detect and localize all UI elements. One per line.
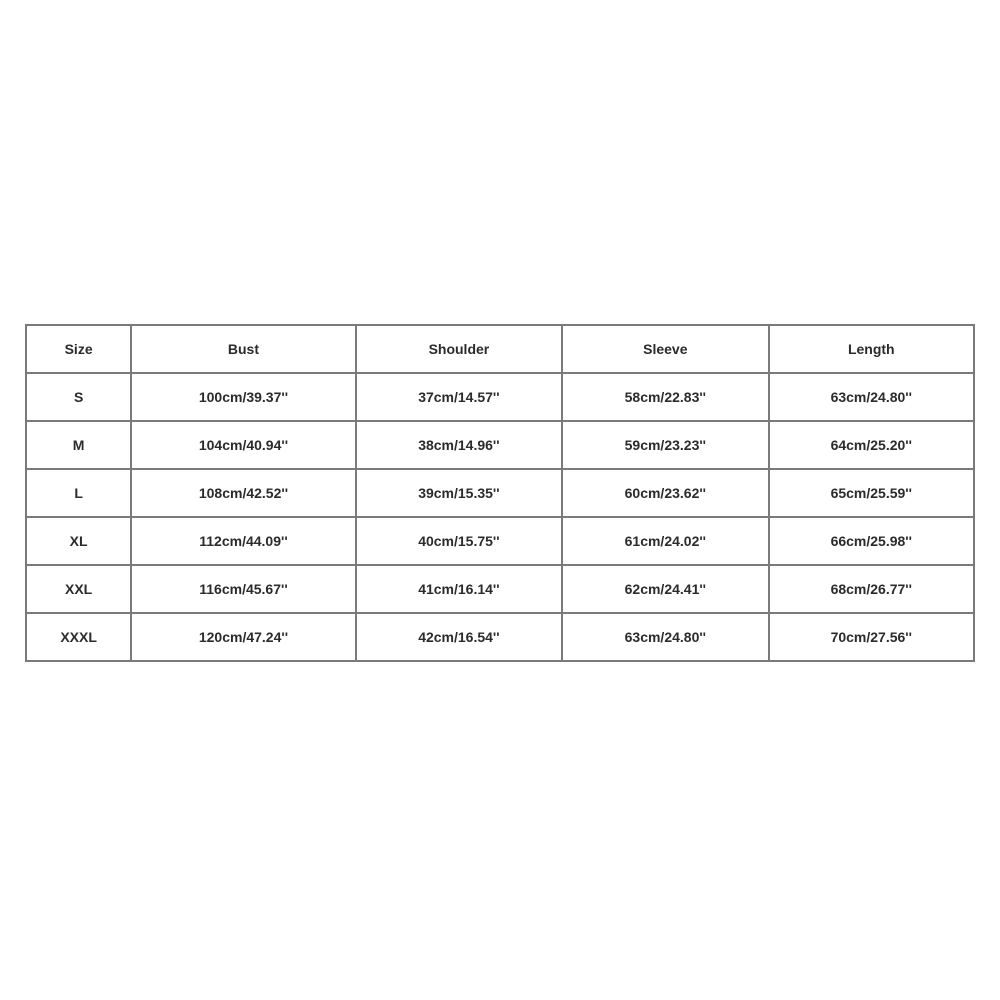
length-cell: 65cm/25.59'' (769, 469, 974, 517)
sleeve-cell: 62cm/24.41'' (562, 565, 768, 613)
size-cell: S (26, 373, 131, 421)
bust-cell: 100cm/39.37'' (131, 373, 355, 421)
size-cell: XXL (26, 565, 131, 613)
shoulder-cell: 40cm/15.75'' (356, 517, 562, 565)
table-row (26, 517, 974, 565)
bust-cell: 116cm/45.67'' (131, 565, 355, 613)
shoulder-cell: 41cm/16.14'' (356, 565, 562, 613)
sleeve-cell: 63cm/24.80'' (562, 613, 768, 661)
size-cell: M (26, 421, 131, 469)
shoulder-cell: 42cm/16.54'' (356, 613, 562, 661)
header-length: Length (769, 325, 974, 373)
length-cell: 63cm/24.80'' (769, 373, 974, 421)
table-row (26, 421, 974, 469)
bust-cell: 108cm/42.52'' (131, 469, 355, 517)
table-row (26, 373, 974, 421)
size-cell: XL (26, 517, 131, 565)
header-sleeve: Sleeve (562, 325, 768, 373)
length-cell: 66cm/25.98'' (769, 517, 974, 565)
bust-cell: 120cm/47.24'' (131, 613, 355, 661)
table-row (26, 565, 974, 613)
table-row (26, 469, 974, 517)
sleeve-cell: 58cm/22.83'' (562, 373, 768, 421)
length-cell: 64cm/25.20'' (769, 421, 974, 469)
header-size: Size (26, 325, 131, 373)
header-bust: Bust (131, 325, 355, 373)
shoulder-cell: 37cm/14.57'' (356, 373, 562, 421)
size-cell: L (26, 469, 131, 517)
sleeve-cell: 59cm/23.23'' (562, 421, 768, 469)
sleeve-cell: 60cm/23.62'' (562, 469, 768, 517)
bust-cell: 104cm/40.94'' (131, 421, 355, 469)
size-chart-table (25, 324, 975, 662)
table-header-row (26, 325, 974, 373)
bust-cell: 112cm/44.09'' (131, 517, 355, 565)
size-cell: XXXL (26, 613, 131, 661)
shoulder-cell: 39cm/15.35'' (356, 469, 562, 517)
table-row (26, 613, 974, 661)
sleeve-cell: 61cm/24.02'' (562, 517, 768, 565)
length-cell: 70cm/27.56'' (769, 613, 974, 661)
header-shoulder: Shoulder (356, 325, 562, 373)
length-cell: 68cm/26.77'' (769, 565, 974, 613)
shoulder-cell: 38cm/14.96'' (356, 421, 562, 469)
